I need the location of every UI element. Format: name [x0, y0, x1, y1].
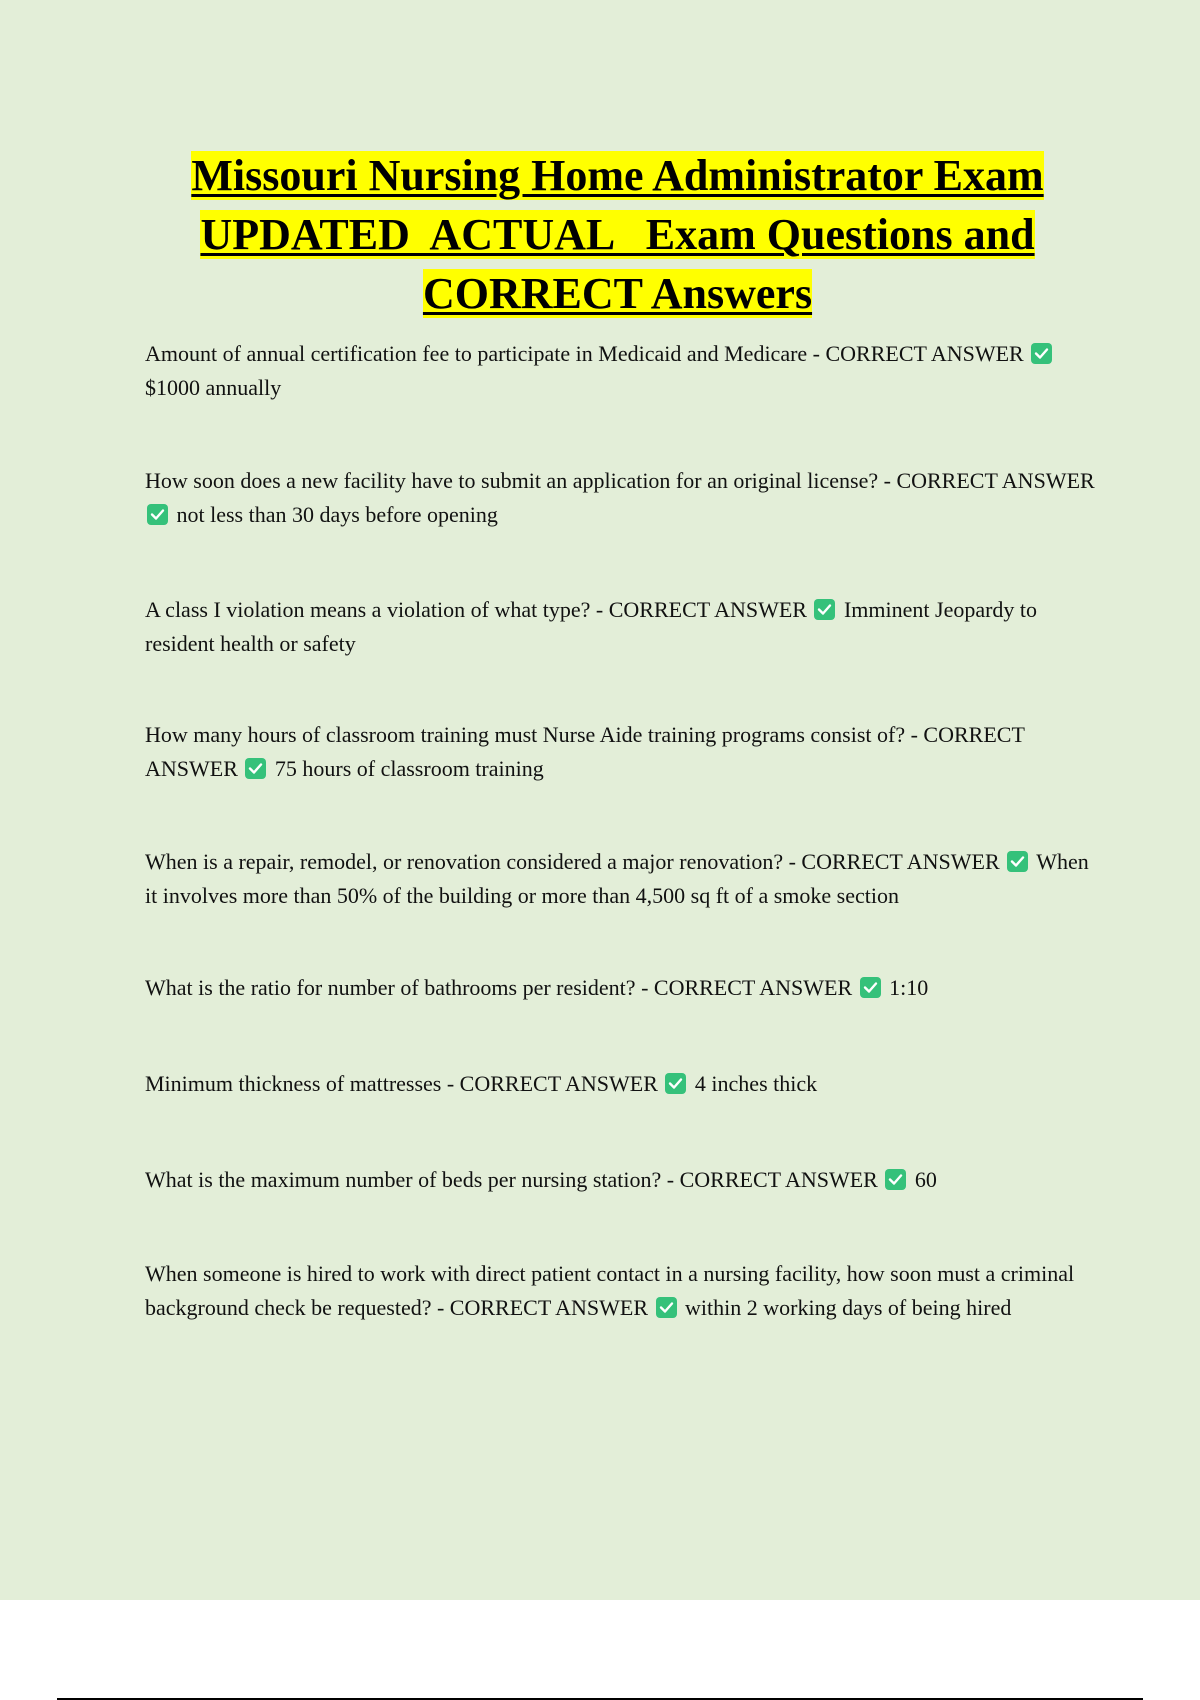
- qa-item-8: [145, 1163, 1095, 1197]
- question-text: A class I violation means a violation of what type? - CORRECT ANSWER: [145, 597, 807, 622]
- answer-text: within 2 working days of being hired: [685, 1295, 1012, 1320]
- question-text: How many hours of classroom training must Nurse Aide training programs consist of? - CORRECT ANSWER: [145, 722, 1025, 781]
- qa-item-2: [145, 464, 1095, 532]
- answer-text: 1:10: [889, 975, 929, 1000]
- answer-text: $1000 annually: [145, 375, 282, 400]
- question-text: What is the ratio for number of bathrooms per resident? - CORRECT ANSWER: [145, 975, 853, 1000]
- question-text: How soon does a new facility have to submit an application for an original license? - CORRECT ANSWER: [145, 468, 1095, 493]
- qa-item-1: [145, 337, 1095, 405]
- question-text: When is a repair, remodel, or renovation considered a major renovation? - CORRECT ANSWER: [145, 849, 1000, 874]
- qa-item-4: [145, 718, 1095, 786]
- question-text: What is the maximum number of beds per nursing station? - CORRECT ANSWER: [145, 1167, 878, 1192]
- qa-item-6: [145, 971, 1095, 1005]
- check-mark-icon: [1031, 343, 1052, 364]
- question-text: Amount of annual certification fee to participate in Medicaid and Medicare - CORRECT ANSWER: [145, 341, 1024, 366]
- document-title: [130, 146, 1105, 323]
- answer-text: 75 hours of classroom training: [274, 756, 544, 781]
- check-mark-icon: [656, 1297, 677, 1318]
- title-line-1: Missouri Nursing Home Administrator Exam: [191, 151, 1044, 200]
- question-answer-list: [145, 337, 1095, 1325]
- check-mark-icon: [885, 1169, 906, 1190]
- question-text: When someone is hired to work with direct patient contact in a nursing facility, how soon must a criminal background check be requested? - CORRECT ANSWER: [145, 1261, 1075, 1320]
- check-mark-icon: [665, 1073, 686, 1094]
- qa-item-9: [145, 1257, 1095, 1325]
- check-mark-icon: [245, 758, 266, 779]
- check-mark-icon: [814, 599, 835, 620]
- check-mark-icon: [860, 977, 881, 998]
- title-line-3: CORRECT Answers: [422, 269, 813, 318]
- qa-item-3: [145, 593, 1095, 661]
- answer-text: 60: [914, 1167, 937, 1192]
- title-line-2: UPDATED ACTUAL Exam Questions and: [200, 210, 1035, 259]
- answer-text: When it involves more than 50% of the building or more than 4,500 sq ft of a smoke section: [145, 849, 1089, 908]
- qa-item-5: [145, 845, 1095, 913]
- answer-text: 4 inches thick: [694, 1071, 818, 1096]
- answer-text: Imminent Jeopardy to resident health or safety: [145, 597, 1038, 656]
- check-mark-icon: [1007, 851, 1028, 872]
- check-mark-icon: [147, 504, 168, 525]
- qa-item-7: [145, 1067, 1095, 1101]
- question-text: Minimum thickness of mattresses - CORRECT ANSWER: [145, 1071, 658, 1096]
- answer-text: not less than 30 days before opening: [176, 502, 498, 527]
